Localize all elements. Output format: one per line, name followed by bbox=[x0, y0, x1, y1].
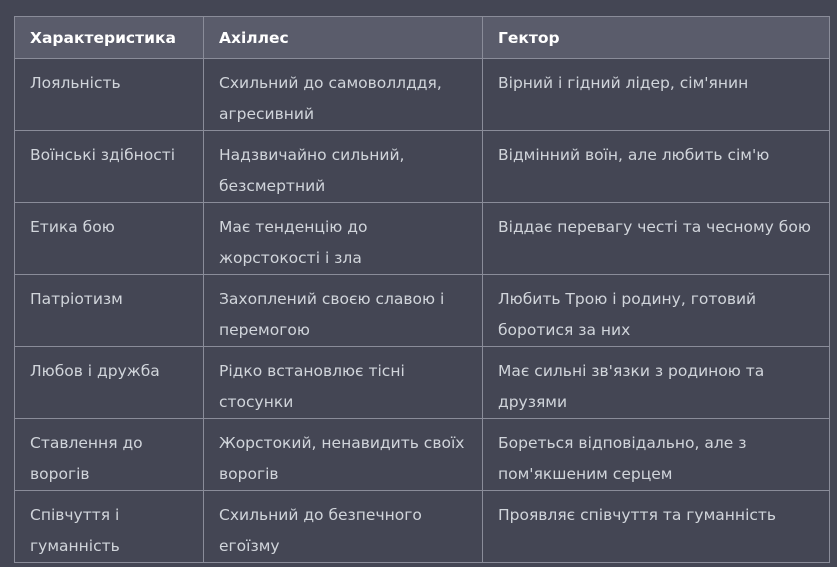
table-row bbox=[15, 59, 830, 131]
table-row bbox=[15, 131, 830, 203]
cell-achilles: Рідко встановлює тісні стосунки bbox=[204, 347, 483, 419]
cell-characteristic: Етика бою bbox=[15, 203, 204, 275]
cell-achilles: Захоплений своєю славою і перемогою bbox=[204, 275, 483, 347]
cell-hector: Вірний і гідний лідер, сім'янин bbox=[483, 59, 830, 131]
cell-characteristic: Любов і дружба bbox=[15, 347, 204, 419]
cell-achilles: Надзвичайно сильний, безсмертний bbox=[204, 131, 483, 203]
cell-hector: Віддає перевагу честі та чесному бою bbox=[483, 203, 830, 275]
cell-characteristic: Воїнські здібності bbox=[15, 131, 204, 203]
cell-achilles: Схильний до самоволлддя, агресивний bbox=[204, 59, 483, 131]
header-achilles: Ахіллес bbox=[204, 17, 483, 59]
cell-hector: Має сильні зв'язки з родиною та друзями bbox=[483, 347, 830, 419]
cell-hector: Любить Трою і родину, готовий боротися за них bbox=[483, 275, 830, 347]
cell-characteristic: Патріотизм bbox=[15, 275, 204, 347]
header-characteristic: Характеристика bbox=[15, 17, 204, 59]
table-row bbox=[15, 419, 830, 491]
cell-achilles: Схильний до безпечного егоїзму bbox=[204, 491, 483, 563]
table-row bbox=[15, 347, 830, 419]
comparison-table-container bbox=[14, 16, 829, 563]
table-row bbox=[15, 275, 830, 347]
cell-hector: Бореться відповідально, але з пом'якшеним серцем bbox=[483, 419, 830, 491]
table-row bbox=[15, 491, 830, 563]
table-header-row bbox=[15, 17, 830, 59]
cell-characteristic: Ставлення до ворогів bbox=[15, 419, 204, 491]
cell-characteristic: Лояльність bbox=[15, 59, 204, 131]
cell-hector: Відмінний воїн, але любить сім'ю bbox=[483, 131, 830, 203]
comparison-table bbox=[14, 16, 830, 563]
cell-achilles: Має тенденцію до жорстокості і зла bbox=[204, 203, 483, 275]
cell-achilles: Жорстокий, ненавидить своїх ворогів bbox=[204, 419, 483, 491]
cell-hector: Проявляє співчуття та гуманність bbox=[483, 491, 830, 563]
table-row bbox=[15, 203, 830, 275]
cell-characteristic: Співчуття і гуманність bbox=[15, 491, 204, 563]
header-hector: Гектор bbox=[483, 17, 830, 59]
